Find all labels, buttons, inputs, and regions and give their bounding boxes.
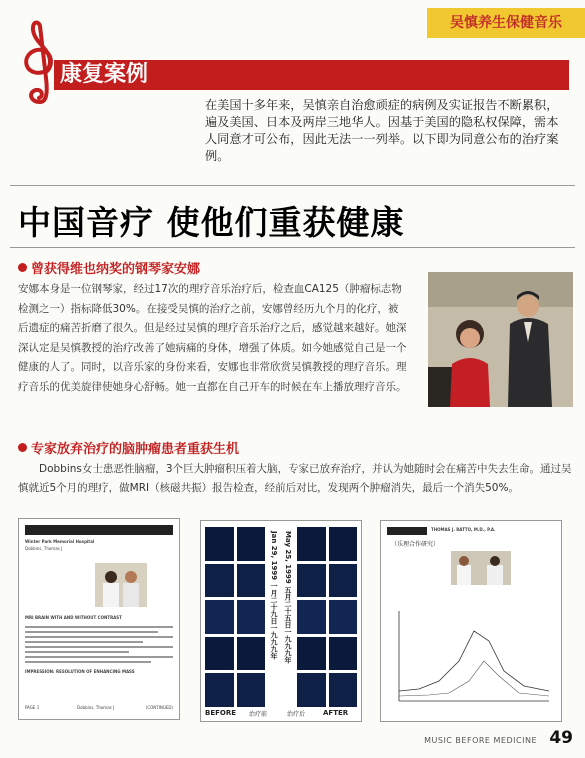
lab-header-tag bbox=[387, 527, 427, 535]
lab-caption: （乐理合作研究） bbox=[391, 541, 440, 548]
mri-after-label: AFTER bbox=[323, 709, 349, 717]
report-impression: IMPRESSION: RESOLUTION OF ENHANCING MASS bbox=[25, 669, 135, 674]
report-patient: Dobbins, Thomas J bbox=[25, 546, 63, 551]
report-hospital: Winter Park Memorial Hospital bbox=[25, 539, 95, 544]
article-headline: 中国音疗 使他们重获健康 bbox=[18, 203, 405, 242]
case1-body: 安娜本身是一位钢琴家，经过17次的理疗音乐治疗后，检查血CA125（肿瘤标志物检测之一）指标降低30%。在接受吴慎的治疗之前，安娜曾经历九个月的化疗，被后遗症的痛苦折磨了很久。但是经过吴慎的理疗音乐治疗之后，感觉越来越好。她深深认定是吴慎教授的治疗改善了她病痛的身体，增强了体质。如今她感觉自己是一个健康的人了。同时，以音乐家的身份来看，安娜也非常欣赏吴慎教授的理疗音乐。理疗音乐的优美旋律使她身心舒畅。她一直都在自己开车的时候在车上播放理疗音乐。 bbox=[18, 283, 407, 393]
divider bbox=[10, 185, 575, 186]
lab-doctor-name: THOMAS J. RATTO, M.D., P.A. bbox=[431, 527, 496, 532]
lab-chart bbox=[389, 601, 553, 711]
medical-report-document bbox=[18, 518, 180, 720]
section-title-bar bbox=[54, 60, 569, 90]
mri-before-label: BEFORE bbox=[205, 709, 237, 717]
lab-report-document bbox=[380, 520, 562, 722]
bullet-icon bbox=[18, 263, 27, 272]
case1-title bbox=[18, 258, 200, 277]
mri-after-grid bbox=[297, 527, 357, 707]
case2-body: Dobbins女士患恶性脑瘤，3个巨大肿瘤积压着大脑，专家已放弃治疗，并认为她随时会在痛苦中失去生命。通过吴慎就近5个月的理疗，做MRI（核磁共振）报告检查，经前后对比，发现两个肿瘤消失，最后一个消失50%。 bbox=[18, 463, 572, 494]
mri-date-after: May 25, 1999 五月二十五日一九九九年 bbox=[284, 531, 292, 664]
bullet-icon bbox=[18, 443, 27, 452]
intro-paragraph: 在美国十多年来，吴慎亲自治愈顽症的病例及实证报告不断累积，遍及美国、日本及两岸三地华人。因基于美国的隐私权保障，需本人同意才可公布，因此无法一一列举。以下即为同意公布的治疗案例。 bbox=[205, 98, 559, 163]
section-title: 康复案例 bbox=[60, 62, 149, 87]
report-continued: (CONTINUED) bbox=[145, 705, 173, 710]
mri-after-cn-label: 治疗后 bbox=[287, 711, 306, 718]
footer-tagline: MUSIC BEFORE MEDICINE bbox=[424, 736, 537, 745]
report-footer-patient: Dobbins, Thomas J bbox=[77, 705, 115, 710]
mri-comparison-document bbox=[200, 520, 362, 722]
case1-title-text: 曾获得维也纳奖的钢琴家安娜 bbox=[31, 262, 201, 277]
mri-date-before: Jan 29, 1999 一月二十九日一九九九年 bbox=[270, 531, 278, 660]
case1-photo bbox=[428, 272, 573, 407]
report-title: MRI BRAIN WITH AND WITHOUT CONTRAST bbox=[25, 615, 122, 620]
mri-before-cn-label: 治疗前 bbox=[249, 711, 268, 718]
series-banner: 吴慎养生保健音乐 bbox=[427, 8, 585, 38]
mri-before-grid bbox=[205, 527, 265, 707]
page-number: 49 bbox=[549, 728, 573, 748]
report-lines bbox=[25, 623, 173, 666]
lab-photo bbox=[451, 551, 511, 585]
photo-illustration bbox=[428, 272, 573, 407]
case2-title-text: 专家放弃治疗的脑肿瘤患者重获生机 bbox=[31, 442, 240, 457]
case2-title bbox=[18, 438, 239, 457]
report-page: PAGE 1 bbox=[25, 705, 40, 710]
report-header-bar bbox=[25, 525, 173, 535]
divider bbox=[10, 247, 575, 248]
report-photo bbox=[95, 563, 147, 607]
